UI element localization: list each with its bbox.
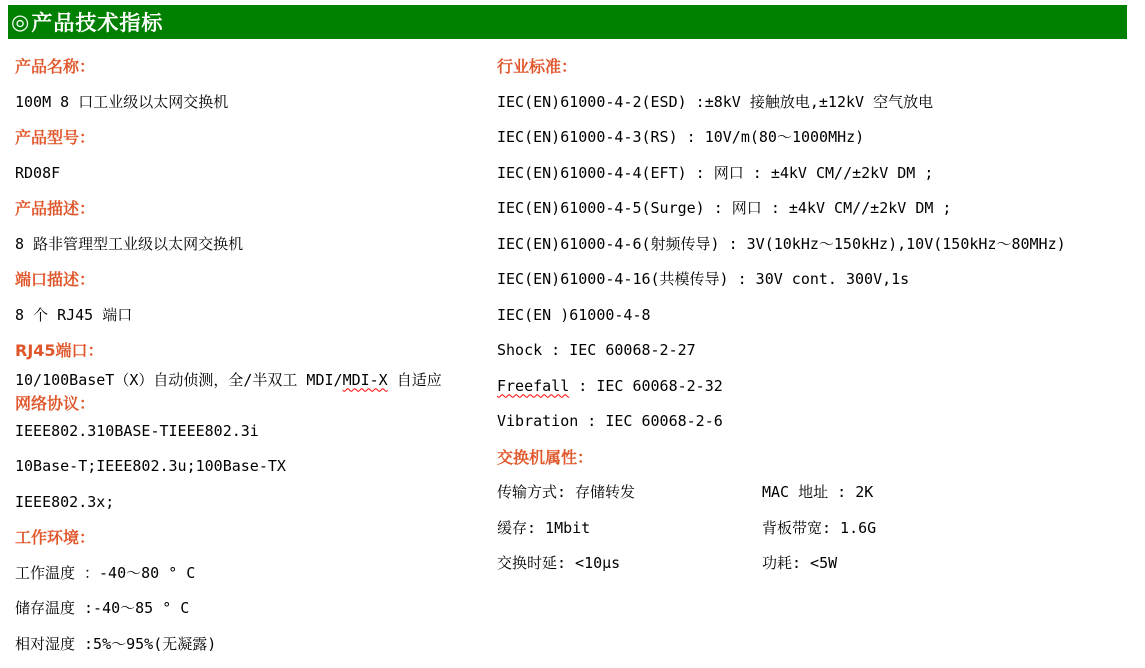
- product-model-heading: 产品型号：: [15, 128, 96, 147]
- standard-line-vibration: Vibration : IEC 60068-2-6: [497, 412, 723, 430]
- work-environment-heading: 工作环境：: [15, 528, 96, 547]
- switch-prop-row: [497, 520, 1142, 538]
- freefall-spellcheck-word: Freefall: [497, 376, 570, 395]
- port-desc-value: 8 个 RJ45 端口: [15, 305, 133, 324]
- environment-line-humidity: 相对湿度 :5%～95%(无凝露): [15, 634, 217, 653]
- freefall-rest: : IEC 60068-2-32: [569, 376, 723, 395]
- standard-line-shock: Shock : IEC 60068-2-27: [497, 341, 696, 359]
- network-protocol-heading: 网络协议：: [15, 394, 96, 413]
- standard-line-esd: IEC(EN)61000-4-2(ESD) :±8kV 接触放电,±12kV 空气放电: [497, 92, 934, 111]
- rj45-desc-prefix: 10/100BaseT（X）自动侦测，全/半双工 MDI/: [15, 370, 343, 389]
- standard-line-common-mode: IEC(EN)61000-4-16(共模传导) : 30V cont. 300V,1s: [497, 270, 910, 288]
- prop-backplane-bandwidth: 背板带宽: 1.6G: [762, 518, 877, 537]
- prop-mac-table: MAC 地址 : 2K: [762, 483, 874, 501]
- page-title: 产品技术指标: [31, 11, 164, 35]
- switch-prop-row: [497, 484, 1142, 502]
- rj45-port-desc: [15, 372, 485, 390]
- bullseye-icon: ◎: [11, 10, 31, 34]
- rj45-desc-suffix: 自适应: [387, 370, 442, 389]
- environment-line-storage-temp: 储存温度 :-40～85 ° C: [15, 599, 190, 617]
- switch-properties-heading: 交换机属性：: [497, 447, 594, 467]
- environment-line-operating-temp: 工作温度 ：-40～80 ° C: [15, 563, 196, 582]
- switch-prop-row: [497, 555, 1142, 573]
- product-desc-heading: 产品描述：: [15, 199, 96, 218]
- standard-line-freefall: [497, 378, 1142, 396]
- industry-standards-heading: 行业标准：: [497, 57, 578, 76]
- prop-buffer: 缓存: 1Mbit: [497, 518, 591, 537]
- rj45-port-heading: RJ45端口：: [15, 341, 104, 360]
- standard-line-61000-4-8: IEC(EN )61000-4-8: [497, 305, 651, 324]
- product-desc-value: 8 路非管理型工业级以太网交换机: [15, 234, 244, 253]
- port-desc-heading: 端口描述：: [15, 270, 96, 289]
- standard-line-rf-conducted: IEC(EN)61000-4-6(射频传导) : 3V(10kHz～150kHz),10V(150kHz～80MHz): [497, 234, 1066, 253]
- section-header-bar: [8, 5, 1127, 39]
- standard-line-surge: IEC(EN)61000-4-5(Surge) : 网口 : ±4kV CM//±2kV DM ;: [497, 199, 952, 217]
- prop-forwarding-mode: 传输方式: 存储转发: [497, 483, 636, 501]
- right-column: [497, 58, 1142, 591]
- product-name-heading: 产品名称：: [15, 57, 96, 76]
- prop-power-consumption: 功耗: <5W: [762, 554, 838, 572]
- prop-latency: 交换时延: <10μs: [497, 554, 621, 572]
- protocol-line: IEEE802.310BASE-TIEEE802.3i: [15, 421, 259, 440]
- left-column: [15, 58, 485, 668]
- protocol-line: IEEE802.3x;: [15, 492, 115, 511]
- standard-line-rs: IEC(EN)61000-4-3(RS) : 10V/m(80～1000MHz): [497, 128, 865, 146]
- standard-line-eft: IEC(EN)61000-4-4(EFT) : 网口 : ±4kV CM//±2kV DM ;: [497, 163, 934, 182]
- product-name-value: 100M 8 口工业级以太网交换机: [15, 92, 229, 111]
- product-model-value: RD08F: [15, 163, 61, 182]
- protocol-line: 10Base-T;IEEE802.3u;100Base-TX: [15, 457, 286, 475]
- rj45-desc-spellcheck-word: MDI-X: [342, 370, 388, 389]
